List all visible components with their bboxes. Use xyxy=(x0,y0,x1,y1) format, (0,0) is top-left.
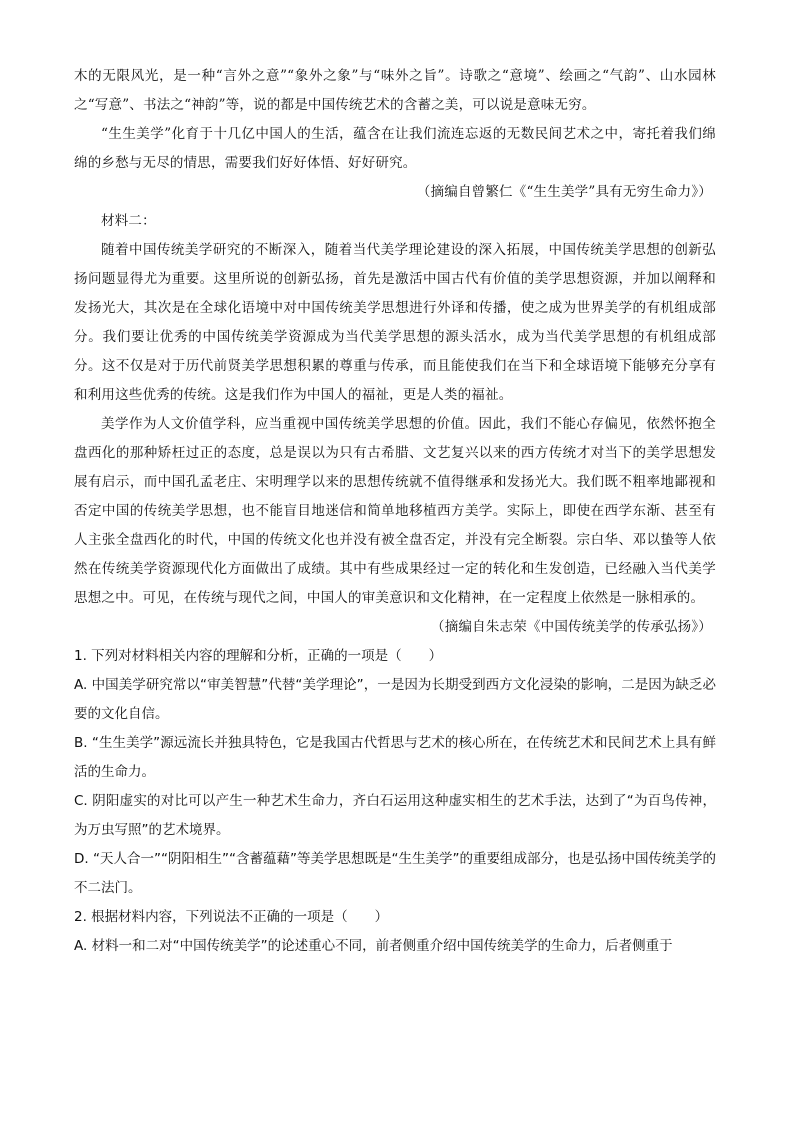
material-one-tail xyxy=(74,62,716,207)
question2-option-a: A. 材料一和二对“中国传统美学”的论述重心不同，前者侧重介绍中国传统美学的生命力，后者侧重于 xyxy=(74,938,673,954)
material1-paragraph: “生生美学”化育于十几亿中国人的生活，蕴含在让我们流连忘返的无数民间艺术之中，寄托着我们绵绵的乡愁与无尽的情思，需要我们好好体悟、好好研究。 xyxy=(74,126,716,171)
material1-paragraph-end: 木的无限风光，是一种“言外之意”“象外之象”与“味外之旨”。诗歌之“意境”、绘画之“气韵”、山水园林之“写意”、书法之“神韵”等，说的都是中国传统艺术的含蓄之美，可以说是意味无穷。 xyxy=(74,68,716,113)
question1-option-a: A. 中国美学研究常以“审美智慧”代替“美学理论”，一是因为长期受到西方文化浸染的影响，二是因为缺乏必要的文化自信。 xyxy=(74,677,716,722)
question-two xyxy=(74,903,716,961)
question1-option-b: B. “生生美学”源远流长并独具特色，它是我国古代哲思与艺术的核心所在，在传统艺术和民间艺术上具有鲜活的生命力。 xyxy=(74,735,716,780)
material2-paragraph-2: 美学作为人文价值学科，应当重视中国传统美学思想的价值。因此，我们不能心存偏见，依然怀抱全盘西化的那种矫枉过正的态度，总是误以为只有古希腊、文艺复兴以来的西方传统才对当下的美学思想发展有启示，而中国孔孟老庄、宋明理学以来的思想传统就不值得继承和发扬光大。我们既不粗率地鄙视和否定中国的传统美学思想，也不能盲目地迷信和简单地移植西方美学。实际上，即使在西学东渐、甚至有人主张全盘西化的时代，中国的传统文化也并没有被全盘否定，并没有完全断裂。宗白华、邓以蛰等人依然在传统美学资源现代化方面做出了成绩。其中有些成果经过一定的转化和生发创造，已经融入当代美学思想之中。可见，在传统与现代之间，中国人的审美意识和文化精神，在一定程度上依然是一脉相承的。 xyxy=(74,416,716,606)
question-one xyxy=(74,642,716,903)
material-two xyxy=(74,207,716,642)
material1-source: （摘编自曾繁仁《“生生美学”具有无穷生命力》） xyxy=(416,184,712,200)
material2-source: （摘编自朱志荣《中国传统美学的传承弘扬》） xyxy=(431,619,712,635)
question1-stem: 1. 下列对材料相关内容的理解和分析，正确的一项是（ ） xyxy=(74,648,443,664)
question1-option-d: D. “天人合一”“阴阳相生”“含蓄蕴藉”等美学思想既是“生生美学”的重要组成部分，也是弘扬中国传统美学的不二法门。 xyxy=(74,851,716,896)
question1-option-c: C. 阴阳虚实的对比可以产生一种艺术生命力，齐白石运用这种虚实相生的艺术手法，达到了“为百鸟传神，为万虫写照”的艺术境界。 xyxy=(74,793,716,838)
material2-paragraph-1: 随着中国传统美学研究的不断深入，随着当代美学理论建设的深入拓展，中国传统美学思想的创新弘扬问题显得尤为重要。这里所说的创新弘扬，首先是激活中国古代有价值的美学思想资源，并加以阐释和发扬光大，其次是在全球化语境中对中国传统美学思想进行外译和传播，使之成为世界美学的有机组成部分。我们要让优秀的中国传统美学资源成为当代美学思想的源头活水，成为当代美学思想的有机组成部分。这不仅是对于历代前贤美学思想积累的尊重与传承，而且能使我们在当下和全球语境下能够充分享有和利用这些优秀的传统。这是我们作为中国人的福祉，更是人类的福祉。 xyxy=(74,242,716,403)
question2-stem: 2. 根据材料内容，下列说法不正确的一项是（ ） xyxy=(74,909,389,925)
material2-heading: 材料二： xyxy=(101,213,156,229)
